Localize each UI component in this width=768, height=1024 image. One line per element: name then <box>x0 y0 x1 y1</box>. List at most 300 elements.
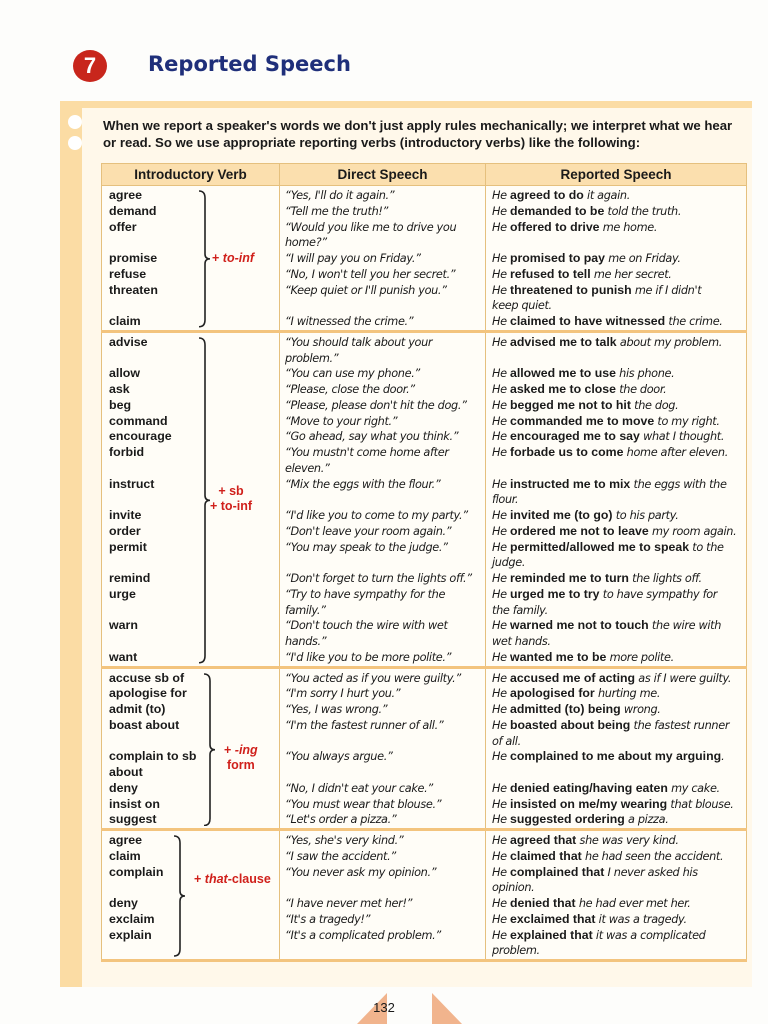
reporting-phrase: threatened to punish <box>510 282 632 297</box>
reported-text: his phone. <box>615 367 675 381</box>
reported-text: He <box>492 430 510 444</box>
direct-speech-line: “Move to your right.” <box>285 414 398 428</box>
introductory-verb: threaten <box>109 282 158 297</box>
reported-text: it again. <box>583 189 630 202</box>
reported-text: . <box>721 750 725 764</box>
direct-speech-line: “Yes, she's very kind.” <box>285 834 404 847</box>
reported-text: me her secret. <box>590 267 672 281</box>
reported-text: problem. <box>492 944 540 958</box>
reporting-phrase: asked me to close <box>510 382 616 396</box>
reporting-phrase: complained that <box>510 864 605 879</box>
reporting-phrase: insisted on me/my wearing <box>510 796 668 811</box>
bullet-dot-icon <box>68 136 82 150</box>
reported-text: He <box>492 813 510 827</box>
page-title: Reported Speech <box>148 52 351 76</box>
reported-text: she was very kind. <box>576 834 679 847</box>
introductory-verb: about <box>109 765 143 779</box>
reported-text: that blouse. <box>667 797 734 811</box>
reporting-phrase: offered to drive <box>510 219 600 234</box>
direct-speech-line: “You should talk about your <box>285 335 433 349</box>
direct-speech-cell <box>280 186 486 332</box>
reporting-phrase: instructed me to mix <box>510 476 631 491</box>
reported-speech-line <box>486 235 746 251</box>
intro-text: When we report a speaker's words we don't just apply rules mechanically; we interpret what we hear or read. So we use appropriate reporting verbs (introductory verbs) like the following: <box>103 118 733 150</box>
reported-speech-line <box>486 540 746 556</box>
reporting-phrase: wanted me to be <box>510 649 607 664</box>
reported-speech-line <box>486 749 746 765</box>
pattern-suffix: form <box>226 757 255 772</box>
direct-speech-line: “You can use my phone.” <box>285 367 420 381</box>
reporting-phrase: claimed that <box>510 848 582 863</box>
reported-speech-line <box>486 943 746 959</box>
introductory-verb: agree <box>109 833 143 847</box>
reported-text: He <box>492 383 510 396</box>
introductory-verb: offer <box>109 219 137 234</box>
reported-speech-line <box>486 429 746 445</box>
reported-text: it was a tragedy. <box>595 912 687 926</box>
reported-text: a pizza. <box>624 813 669 827</box>
direct-speech-line: “You may speak to the judge.” <box>285 540 448 554</box>
reported-speech-line <box>486 603 746 619</box>
reported-speech-line <box>486 650 746 666</box>
introductory-verb: explain <box>109 927 152 942</box>
reported-speech-line <box>486 686 746 702</box>
reported-text: He <box>492 477 510 491</box>
direct-speech-line: “You never ask my opinion.” <box>285 865 437 879</box>
reported-text: He <box>492 703 510 716</box>
reported-text: wet hands. <box>492 635 551 648</box>
introductory-verb: agree <box>109 188 143 202</box>
reported-speech-line <box>486 833 746 849</box>
reported-text: He <box>492 718 510 732</box>
direct-speech-line: “Let's order a pizza.” <box>285 813 397 827</box>
reported-speech-line <box>486 414 746 430</box>
reporting-phrase: invited me (to go) <box>510 508 613 522</box>
reported-text: to have sympathy for <box>599 587 718 601</box>
pattern-prefix: + sb <box>218 484 244 499</box>
reported-text: the wire with <box>648 619 722 633</box>
introductory-verb: allow <box>109 366 140 381</box>
reported-text: He <box>492 398 510 412</box>
reporting-phrase: advised me to talk <box>510 334 617 349</box>
reported-text: me on Friday. <box>604 252 681 265</box>
direct-speech-line: “You must wear that blouse.” <box>285 797 442 811</box>
reporting-phrase: ordered me not to leave <box>510 523 649 538</box>
verb-cell <box>102 331 280 667</box>
introductory-verb: deny <box>109 780 138 795</box>
reported-speech-line <box>486 251 746 267</box>
direct-speech-line: “I'd like you to be more polite.” <box>285 650 452 664</box>
reported-text: He <box>492 414 510 428</box>
reported-text: He <box>492 446 510 459</box>
reported-speech-line <box>486 702 746 718</box>
reported-speech-line <box>486 351 746 367</box>
reported-text: He <box>492 252 510 265</box>
reported-text: He <box>492 928 510 942</box>
reporting-phrase: claimed to have witnessed <box>510 314 666 328</box>
direct-speech-cell <box>280 830 486 961</box>
reported-speech-line <box>486 781 746 797</box>
direct-speech-line: “Tell me the truth!” <box>285 204 389 218</box>
introductory-verb: urge <box>109 586 136 601</box>
reported-text: He <box>492 865 510 879</box>
reporting-phrase: begged me not to hit <box>510 397 631 412</box>
reported-text: He <box>492 687 510 701</box>
reporting-phrase: apologised for <box>510 686 595 701</box>
verb-group-row <box>102 186 747 332</box>
direct-speech-line: “Would you like me to drive you <box>285 220 457 234</box>
reported-text: the family. <box>492 603 548 617</box>
introductory-verb: permit <box>109 539 147 554</box>
reported-text: he had ever met her. <box>575 897 691 910</box>
brace-icon <box>197 190 211 328</box>
reported-text: He <box>492 587 510 601</box>
pattern-label <box>224 743 258 773</box>
introductory-verb <box>102 461 279 477</box>
reported-text: about my problem. <box>616 335 722 349</box>
introductory-verb: suggest <box>109 812 157 827</box>
introductory-verb: command <box>109 413 168 428</box>
reported-text: He <box>492 335 510 349</box>
reported-speech-line <box>486 797 746 813</box>
reported-speech-line <box>486 398 746 414</box>
reported-text: the fastest runner <box>630 718 730 732</box>
direct-speech-line <box>280 765 485 781</box>
pattern-label <box>210 484 252 514</box>
reported-speech-line <box>486 298 746 314</box>
reported-text: He <box>492 524 510 538</box>
direct-speech-line: “You mustn't come home after <box>285 446 449 459</box>
reported-text: He <box>492 834 510 847</box>
verb-cell <box>102 667 280 830</box>
reporting-phrase: denied eating/having eaten <box>510 780 668 795</box>
introductory-verb: want <box>109 649 138 664</box>
direct-speech-line: “Yes, I'll do it again.” <box>285 189 395 202</box>
reported-text: He <box>492 204 510 218</box>
pattern-prefix: + <box>224 742 235 757</box>
reported-text: He <box>492 671 510 685</box>
direct-speech-cell <box>280 667 486 830</box>
reported-speech-line <box>486 734 746 750</box>
reporting-phrase: warned me not to touch <box>510 618 649 633</box>
reported-text: He <box>492 650 510 664</box>
reported-speech-line <box>486 220 746 236</box>
direct-speech-line: family.” <box>285 603 326 617</box>
direct-speech-line: “Don't touch the wire with wet <box>285 619 448 633</box>
reported-text: He <box>492 220 510 234</box>
reported-text: my cake. <box>667 781 720 795</box>
reported-text: the crime. <box>665 315 723 328</box>
reporting-phrase: denied that <box>510 896 576 910</box>
reported-speech-line <box>486 928 746 944</box>
introductory-verb: deny <box>109 896 138 910</box>
page-number: 132 <box>373 1000 395 1015</box>
reported-text: home after eleven. <box>623 446 728 459</box>
reported-speech-cell <box>486 667 747 830</box>
reported-text: as if I were guilty. <box>635 671 732 685</box>
reported-speech-line <box>486 865 746 881</box>
reported-text: He <box>492 797 510 811</box>
reporting-phrase: promised to pay <box>510 251 605 265</box>
reporting-phrase: forbade us to come <box>510 445 624 459</box>
reporting-phrase: admitted (to) being <box>510 702 621 716</box>
reported-speech-line <box>486 849 746 865</box>
introductory-verb: claim <box>109 848 141 863</box>
reported-speech-line <box>486 267 746 283</box>
reported-text: the eggs with the <box>630 477 727 491</box>
direct-speech-cell <box>280 331 486 667</box>
bullet-dot-icon <box>68 115 82 129</box>
direct-speech-line: “It's a complicated problem.” <box>285 928 441 942</box>
reported-text: more polite. <box>606 650 674 664</box>
reported-speech-cell <box>486 331 747 667</box>
introductory-verb <box>102 235 279 251</box>
direct-speech-line: eleven.” <box>285 461 330 475</box>
reported-speech-line <box>486 445 746 461</box>
reported-speech-line <box>486 335 746 351</box>
reported-speech-line <box>486 382 746 398</box>
introductory-verb: refuse <box>109 266 147 281</box>
reported-speech-line <box>486 524 746 540</box>
direct-speech-line <box>280 298 485 314</box>
reported-speech-line <box>486 555 746 571</box>
reported-text: wrong. <box>620 703 661 716</box>
reported-speech-line <box>486 508 746 524</box>
direct-speech-line: “You acted as if you were guilty.” <box>285 671 461 685</box>
direct-speech-line: “Please, please don't hit the dog.” <box>285 398 467 412</box>
pattern-keyword: -ing <box>234 742 258 757</box>
reported-speech-line <box>486 204 746 220</box>
direct-speech-line: “I will pay you on Friday.” <box>285 252 421 265</box>
introductory-verb: claim <box>109 314 141 328</box>
reported-text: the dog. <box>630 398 679 412</box>
reported-text: to the <box>689 540 724 554</box>
reported-text: I never asked his <box>604 865 698 879</box>
pattern-prefix: + <box>194 872 205 887</box>
pattern-suffix: -clause <box>227 872 271 887</box>
table-header-row <box>102 164 747 186</box>
direct-speech-line: “Yes, I was wrong.” <box>285 703 388 716</box>
introductory-verb <box>102 298 279 314</box>
direct-speech-line: home?” <box>285 236 327 250</box>
column-header-reported: Reported Speech <box>486 164 747 186</box>
introductory-verb: forbid <box>109 445 145 459</box>
reported-text: He <box>492 367 510 381</box>
reported-text: He <box>492 849 510 863</box>
pattern-label <box>212 251 254 266</box>
introductory-verb <box>102 351 279 367</box>
reporting-phrase: refused to tell <box>510 266 591 281</box>
reporting-verbs-table <box>101 163 747 962</box>
introductory-verb <box>102 943 279 959</box>
reported-text: me home. <box>599 220 658 234</box>
direct-speech-line <box>280 492 485 508</box>
verb-group-row <box>102 331 747 667</box>
introductory-verb: insist on <box>109 796 160 811</box>
reporting-phrase: explained that <box>510 927 593 942</box>
reported-speech-line <box>486 765 746 781</box>
verb-group-row <box>102 667 747 830</box>
introductory-verb: ask <box>109 382 130 396</box>
direct-speech-line: “I saw the accident.” <box>285 849 396 863</box>
reported-speech-line <box>486 718 746 734</box>
brace-icon <box>202 673 216 827</box>
reported-speech-line <box>486 571 746 587</box>
reported-speech-line <box>486 812 746 828</box>
column-header-verb: Introductory Verb <box>102 164 280 186</box>
reported-speech-line <box>486 634 746 650</box>
reported-text: He <box>492 912 510 926</box>
direct-speech-line: “No, I didn't eat your cake.” <box>285 781 433 795</box>
reported-text: He <box>492 781 510 795</box>
direct-speech-line: “Don't leave your room again.” <box>285 524 452 538</box>
direct-speech-line: “Go ahead, say what you think.” <box>285 430 459 444</box>
introductory-verb: demand <box>109 203 157 218</box>
introductory-verb: invite <box>109 508 142 522</box>
introductory-verb: warn <box>109 618 138 633</box>
direct-speech-line: “I'd like you to come to my party.” <box>285 509 468 522</box>
introductory-verb: promise <box>109 251 158 265</box>
reported-text: me if I didn't <box>631 283 702 297</box>
reported-speech-line <box>486 880 746 896</box>
reported-text: of all. <box>492 734 521 748</box>
introductory-verb: instruct <box>109 476 155 491</box>
introductory-verb <box>102 492 279 508</box>
introductory-verb: encourage <box>109 429 172 444</box>
reported-text: judge. <box>492 556 526 570</box>
direct-speech-line <box>280 734 485 750</box>
reporting-phrase: exclaimed that <box>510 911 596 926</box>
reported-text: He <box>492 315 510 328</box>
direct-speech-line <box>280 555 485 571</box>
reported-text: He <box>492 619 510 633</box>
direct-speech-line: “I witnessed the crime.” <box>285 315 414 328</box>
reported-speech-line <box>486 188 746 204</box>
reported-text: He <box>492 572 510 585</box>
reported-speech-line <box>486 492 746 508</box>
reported-text: to my right. <box>654 414 720 428</box>
reported-text: He <box>492 897 510 910</box>
introductory-verb <box>102 555 279 571</box>
reported-text: He <box>492 267 510 281</box>
brace-icon <box>172 835 186 957</box>
column-header-direct: Direct Speech <box>280 164 486 186</box>
reporting-phrase: suggested ordering <box>510 812 625 827</box>
reported-speech-cell <box>486 186 747 332</box>
reported-text: He <box>492 540 510 554</box>
reported-speech-cell <box>486 830 747 961</box>
introductory-verb: order <box>109 523 141 538</box>
reported-speech-line <box>486 618 746 634</box>
reported-text: what I thought. <box>639 430 725 444</box>
introductory-verb: admit (to) <box>109 702 166 716</box>
reporting-phrase: agreed that <box>510 833 577 847</box>
reporting-phrase: encouraged me to say <box>510 429 640 444</box>
direct-speech-line: “No, I won't tell you her secret.” <box>285 267 456 281</box>
reported-text: opinion. <box>492 881 535 895</box>
unit-number-badge: 7 <box>73 50 107 82</box>
reported-text: He <box>492 189 510 202</box>
introductory-verb <box>102 603 279 619</box>
reporting-phrase: permitted/allowed me to speak <box>510 539 690 554</box>
reported-text: He <box>492 509 510 522</box>
reporting-phrase: complained to me about my arguing <box>510 749 722 764</box>
direct-speech-line: “Try to have sympathy for the <box>285 587 446 601</box>
reporting-phrase: agreed to do <box>510 188 584 202</box>
introductory-verb: advise <box>109 334 148 349</box>
pattern-keyword: that <box>204 872 228 887</box>
reported-speech-line <box>486 477 746 493</box>
reporting-phrase: commanded me to move <box>510 413 655 428</box>
introductory-verb <box>102 634 279 650</box>
direct-speech-line: “Don't forget to turn the lights off.” <box>285 572 472 585</box>
reported-text: my room again. <box>648 524 737 538</box>
direct-speech-line: “It's a tragedy!” <box>285 912 371 926</box>
reported-text: to his party. <box>612 509 679 522</box>
pattern-label <box>194 872 271 887</box>
introductory-verb: complain <box>109 864 164 879</box>
introductory-verb: beg <box>109 397 132 412</box>
direct-speech-line: hands.” <box>285 635 327 648</box>
reported-text: the door. <box>615 383 667 396</box>
direct-speech-line: “Keep quiet or I'll punish you.” <box>285 283 447 297</box>
direct-speech-line: “Please, close the door.” <box>285 383 415 396</box>
introductory-verb: accuse sb of <box>109 670 185 685</box>
reported-text: hurting me. <box>594 687 661 701</box>
introductory-verb: boast about <box>109 717 180 732</box>
reported-speech-line <box>486 896 746 912</box>
direct-speech-line <box>280 943 485 959</box>
direct-speech-line: “You always argue.” <box>285 750 393 764</box>
reported-speech-line <box>486 283 746 299</box>
reporting-phrase: demanded to be <box>510 203 605 218</box>
reported-speech-line <box>486 314 746 330</box>
reporting-phrase: reminded me to turn <box>510 571 629 585</box>
verb-cell <box>102 186 280 332</box>
reported-speech-line <box>486 587 746 603</box>
reported-speech-line <box>486 671 746 687</box>
introductory-verb: exclaim <box>109 911 155 926</box>
direct-speech-line <box>280 880 485 896</box>
direct-speech-line: “I have never met her!” <box>285 897 413 910</box>
direct-speech-line: problem.” <box>285 351 339 365</box>
direct-speech-line: “I'm the fastest runner of all.” <box>285 718 444 732</box>
reporting-phrase: boasted about being <box>510 717 631 732</box>
reported-text: it was a complicated <box>592 928 706 942</box>
introductory-verb: apologise for <box>109 686 187 701</box>
reported-text: flour. <box>492 493 519 507</box>
reporting-phrase: allowed me to use <box>510 366 616 381</box>
pattern-suffix: + to-inf <box>210 499 253 514</box>
reported-text: he had seen the accident. <box>581 849 724 863</box>
reporting-phrase: accused me of acting <box>510 670 636 685</box>
verb-group-row <box>102 830 747 961</box>
reported-text: the lights off. <box>628 572 702 585</box>
reported-text: He <box>492 283 510 297</box>
brace-icon <box>197 337 211 664</box>
reported-text: keep quiet. <box>492 299 552 313</box>
reporting-phrase: urged me to try <box>510 586 600 601</box>
pattern-prefix: + <box>212 251 223 265</box>
reported-text: He <box>492 750 510 764</box>
verb-cell <box>102 830 280 961</box>
reported-text: told the truth. <box>604 204 682 218</box>
introductory-verb: complain to sb <box>109 749 197 764</box>
reported-speech-line <box>486 366 746 382</box>
reported-speech-line <box>486 912 746 928</box>
direct-speech-line: “I'm sorry I hurt you.” <box>285 687 401 701</box>
reported-speech-line <box>486 461 746 477</box>
